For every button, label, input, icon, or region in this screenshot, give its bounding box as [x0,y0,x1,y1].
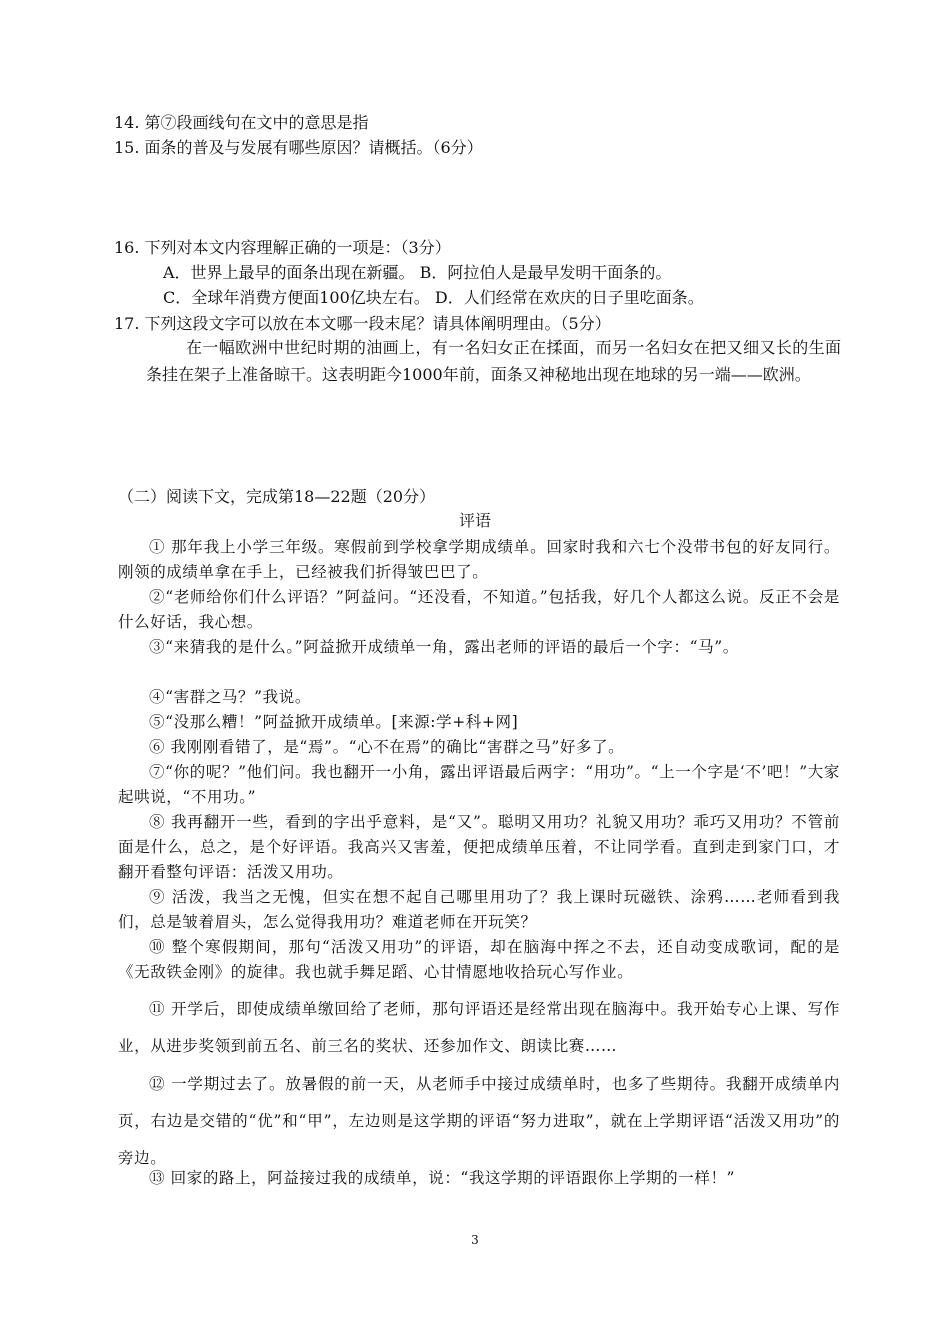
page-number: 3 [471,1233,479,1247]
paragraph-11: ⑪ 开学后，即使成绩单缴回给了老师，那句评语还是经常出现在脑海中。我开始专心上课、写作业，从进步奖领到前五名、前三名的奖状、还参加作文、朗读比赛…… [118,1000,840,1055]
paragraph-8: ⑧ 我再翻开一些，看到的字出乎意料，是“又”。聪明又用功？礼貌又用功？乖巧又用功？不管前面是什么，总之，是个好评语。我高兴又害羞，便把成绩单压着，不让同学看。直到走到家门口，才翻开看整句评语：活泼又用功。 [118,813,840,881]
paragraph-13: ⑬ 回家的路上，阿益接过我的成绩单，说：“我这学期的评语跟你上学期的一样！” [149,1169,736,1187]
paragraph-4: ④“害群之马？”我说。 [149,688,311,706]
paragraph-7: ⑦“你的呢？”他们问。我也翻开一小角，露出评语最后两字：“用功”。“上一个字是‘不’吧！”大家起哄说，“不用功。” [118,763,840,806]
question-14: 14. 第⑦段画线句在文中的意思是指 [114,113,369,132]
paragraph-12: ⑫ 一学期过去了。放暑假的前一天，从老师手中接过成绩单时，也多了些期待。我翻开成绩单内页，右边是交错的“优”和“甲”，左边则是这学期的评语“努力进取”，就在上学期评语“活泼又用功”的旁边。 [118,1075,840,1167]
question-16: 16. 下列对本文内容理解正确的一项是：（3分） [114,238,451,257]
paragraph-5: ⑤“没那么糟！”阿益掀开成绩单。[来源:学+科+网] [149,713,519,731]
paragraph-6: ⑥ 我刚刚看错了，是“焉”。“心不在焉”的确比“害群之马”好多了。 [149,738,625,756]
question-16-options-cd: C．全球年消费方便面100亿块左右。 D．人们经常在欢庆的日子里吃面条。 [163,288,704,307]
question-17-passage: 在一幅欧洲中世纪时期的油画上，有一名妇女正在揉面，而另一名妇女在把又细又长的生面条挂在架子上准备晾干。这表明距今1000年前，面条又神秘地出现在地球的另一端——欧洲。 [146,338,841,384]
paragraph-3: ③“来猜我的是什么。”阿益掀开成绩单一角，露出老师的评语的最后一个字：“马”。 [149,638,739,656]
paragraph-9: ⑨ 活泼，我当之无愧，但实在想不起自己哪里用功了？我上课时玩磁铁、涂鸦……老师看到我们，总是皱着眉头，怎么觉得我用功？难道老师在开玩笑？ [118,888,840,931]
section-header: （二）阅读下文，完成第18—22题（20分） [118,487,436,506]
question-15: 15. 面条的普及与发展有哪些原因？请概括。（6分） [114,138,483,157]
paragraph-2: ②“老师给你们什么评语？”阿益问。“还没看，不知道。”包括我，好几个人都这么说。反正不会是什么好话，我心想。 [118,588,840,631]
paragraph-10: ⑩ 整个寒假期间，那句“活泼又用功”的评语，却在脑海中挥之不去，还自动变成歌词，配的是《无敌铁金刚》的旋律。我也就手舞足蹈、心甘情愿地收拾玩心写作业。 [118,938,840,981]
question-16-options-ab: A．世界上最早的面条出现在新疆。 B．阿拉伯人是最早发明干面条的。 [163,263,672,282]
question-17: 17. 下列这段文字可以放在本文哪一段末尾？请具体阐明理由。（5分） [114,314,611,333]
paragraph-1: ① 那年我上小学三年级。寒假前到学校拿学期成绩单。回家时我和六七个没带书包的好友同行。刚领的成绩单拿在手上，已经被我们折得皱巴巴了。 [118,538,840,581]
article-title: 评语 [458,511,491,530]
